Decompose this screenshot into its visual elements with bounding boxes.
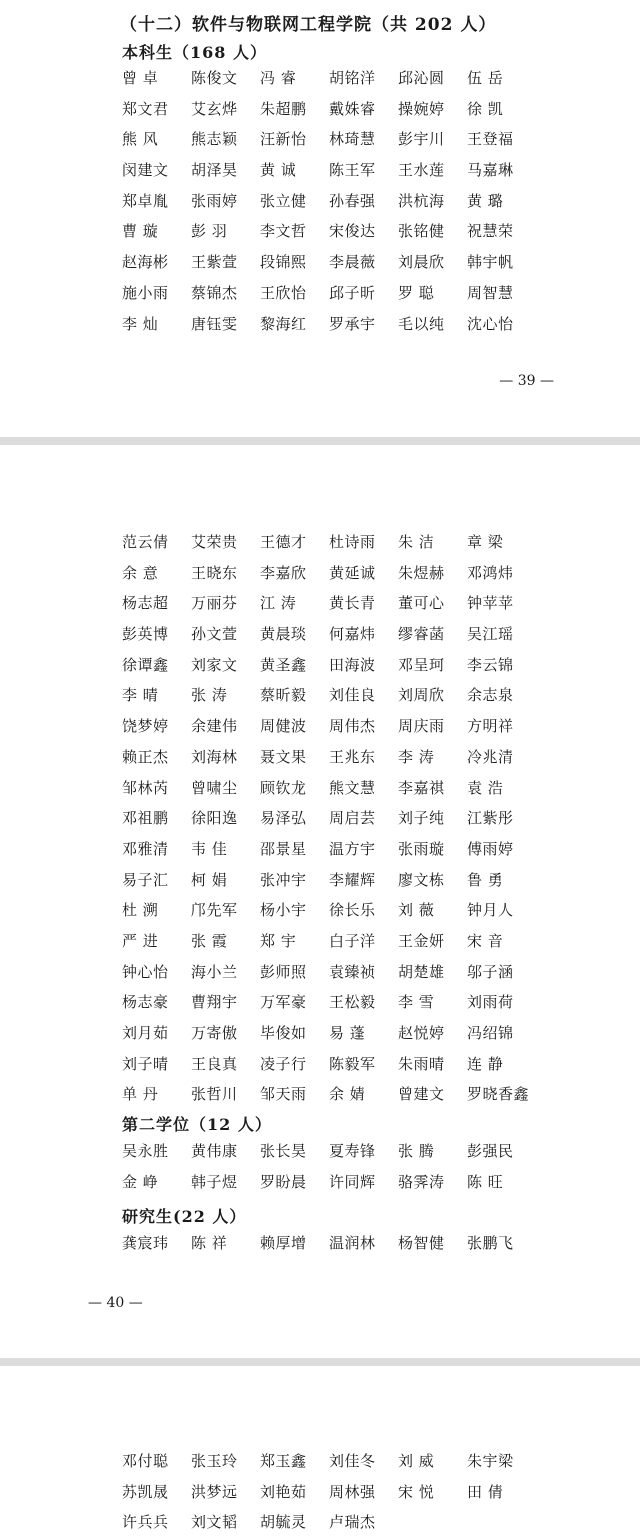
student-name: 邹林芮 [122,778,169,797]
student-name: 朱煜赫 [398,563,445,582]
student-name: 江紫彤 [467,809,514,828]
student-name: 黄 璐 [467,191,504,210]
student-name: 顾钦龙 [260,778,307,797]
page-divider [0,1358,640,1366]
student-name: 钟苹苹 [467,594,514,613]
student-name: 孙春强 [329,191,376,210]
student-name: 彭 羽 [191,222,228,241]
student-name: 冯 睿 [260,69,297,87]
student-name: 邓付聪 [122,1452,169,1470]
student-name: 段锦熙 [260,253,307,272]
student-name: 邓呈珂 [398,655,445,674]
student-name: 韩子煜 [191,1172,238,1191]
student-name: 冯绍锦 [467,1024,514,1042]
page-number-40: — 40 — [88,1295,143,1311]
student-name: 曾建文 [398,1085,445,1104]
student-name: 刘佳冬 [329,1452,376,1470]
student-name: 邱子昕 [329,283,376,302]
student-name: 张 霞 [191,931,228,950]
student-name: 胡铭洋 [329,69,376,87]
student-name: 杜 溯 [122,901,159,920]
student-name: 黄长青 [329,594,376,613]
student-name: 章 梁 [467,533,504,551]
student-name: 冷兆清 [467,747,514,766]
student-name: 李文哲 [260,222,307,241]
student-name: 王金妍 [398,931,445,950]
student-name: 赖厚增 [260,1234,307,1252]
student-name: 柯 娟 [191,870,228,889]
student-name: 张鹏飞 [467,1234,514,1252]
student-name: 黄伟康 [191,1142,238,1160]
student-name: 彭师照 [260,962,307,981]
student-name: 周伟杰 [329,717,376,736]
student-name: 易泽弘 [260,809,307,828]
student-name: 唐钰雯 [191,314,238,333]
student-name: 王德才 [260,533,307,551]
student-name: 彭宇川 [398,130,445,149]
name-grid-second-degree [122,1136,536,1197]
student-name: 曹 璇 [122,222,159,241]
student-name: 金 峥 [122,1172,159,1191]
student-name: 单 丹 [122,1085,159,1104]
student-name: 黄晨琰 [260,625,307,644]
student-name: 钟心怡 [122,962,169,981]
name-grid-undergraduate-page40 [122,527,536,1110]
student-name: 马嘉琳 [467,161,514,180]
student-name: 李嘉祺 [398,778,445,797]
student-name: 王兆东 [329,747,376,766]
student-name: 余建伟 [191,717,238,736]
student-name: 陈王军 [329,161,376,180]
section-heading-graduate: 研究生(22 人） [122,1207,247,1226]
student-name: 张立健 [260,191,307,210]
student-name: 聂文果 [260,747,307,766]
student-name: 邓鸿炜 [467,563,514,582]
student-name: 毛以纯 [398,314,445,333]
student-name: 祝慧荣 [467,222,514,241]
student-name: 卢瑞杰 [329,1513,376,1532]
student-name: 徐长乐 [329,901,376,920]
student-name: 洪杭海 [398,191,445,210]
student-name: 邓雅清 [122,839,169,858]
student-name: 余 意 [122,563,159,582]
student-name: 白子洋 [329,931,376,950]
student-name: 袁臻祯 [329,962,376,981]
student-name: 陈 旺 [467,1172,504,1191]
student-name: 罗晓香鑫 [467,1085,530,1104]
college-title: （十二）软件与物联网工程学院（共 202 人） [120,15,497,35]
student-name: 洪梦远 [191,1482,238,1501]
student-name: 袁 浩 [467,778,504,797]
student-name: 孙文萱 [191,625,238,644]
student-name: 徐谭鑫 [122,655,169,674]
student-name: 伍 岳 [467,69,504,87]
student-name: 李云锦 [467,655,514,674]
student-name: 周启芸 [329,809,376,828]
student-name: 王登福 [467,130,514,149]
student-name: 罗承宇 [329,314,376,333]
student-name: 杨智健 [398,1234,445,1252]
student-name: 江 涛 [260,594,297,613]
student-name: 张雨璇 [398,839,445,858]
student-name: 李 涛 [398,747,435,766]
student-name: 朱雨晴 [398,1054,445,1073]
student-name: 毕俊如 [260,1024,307,1042]
student-name: 杜诗雨 [329,533,376,551]
student-name: 易 蓬 [329,1024,366,1042]
student-name: 邵景星 [260,839,307,858]
student-name: 朱 洁 [398,533,435,551]
student-name: 赖正杰 [122,747,169,766]
student-name: 连 静 [467,1054,504,1073]
student-name: 刘子纯 [398,809,445,828]
student-name: 艾玄烨 [191,99,238,118]
student-name: 徐阳逸 [191,809,238,828]
student-name: 赵悦婷 [398,1024,445,1042]
student-name: 许兵兵 [122,1513,169,1532]
student-name: 杨志超 [122,594,169,613]
student-name: 宋 音 [467,931,504,950]
student-name: 刘文韬 [191,1513,238,1532]
student-name: 万丽芬 [191,594,238,613]
name-grid-graduate-page41 [122,1446,536,1538]
student-name: 黄 诚 [260,161,297,180]
student-name: 刘艳茹 [260,1482,307,1501]
student-name: 闵建文 [122,161,169,180]
student-name: 张冲宇 [260,870,307,889]
name-grid-undergraduate-page39 [122,63,536,339]
student-name: 韦 佳 [191,839,228,858]
student-name: 刘雨荷 [467,993,514,1012]
student-name: 赵海彬 [122,253,169,272]
student-name: 范云倩 [122,533,169,551]
student-name: 刘家文 [191,655,238,674]
student-name: 周健波 [260,717,307,736]
student-name: 宋 悦 [398,1482,435,1501]
student-name: 郑玉鑫 [260,1452,307,1470]
student-name: 张铭健 [398,222,445,241]
student-name: 邹天雨 [260,1085,307,1104]
student-name: 操婉婷 [398,99,445,118]
student-name: 陈俊文 [191,69,238,87]
student-name: 刘 薇 [398,901,435,920]
student-name: 万寄傲 [191,1024,238,1042]
student-name: 刘晨欣 [398,253,445,272]
student-name: 饶梦婷 [122,717,169,736]
student-name: 温方宇 [329,839,376,858]
student-name: 万军豪 [260,993,307,1012]
student-name: 蔡昕毅 [260,686,307,705]
student-name: 鲁 勇 [467,870,504,889]
student-name: 李 灿 [122,314,159,333]
student-name: 周智慧 [467,283,514,302]
student-name: 吴永胜 [122,1142,169,1160]
page-number-39: — 39 — [499,373,554,389]
student-name: 曹翔宇 [191,993,238,1012]
student-name: 廖文栋 [398,870,445,889]
student-name: 王松毅 [329,993,376,1012]
student-name: 沈心怡 [467,314,514,333]
student-name: 黄延诚 [329,563,376,582]
student-name: 钟月人 [467,901,514,920]
student-name: 王晓东 [191,563,238,582]
name-grid-graduate-page40 [122,1228,536,1259]
section-heading-undergraduate: 本科生（168 人） [122,43,267,62]
student-name: 夏寿锋 [329,1142,376,1160]
student-name: 胡楚雄 [398,962,445,981]
student-name: 陈毅军 [329,1054,376,1073]
student-name: 艾荣贵 [191,533,238,551]
student-name: 戴姝睿 [329,99,376,118]
student-name: 李嘉欣 [260,563,307,582]
student-name: 周林强 [329,1482,376,1501]
student-name: 陈 祥 [191,1234,228,1252]
student-name: 李 晴 [122,686,159,705]
student-name: 易子汇 [122,870,169,889]
page-divider [0,437,640,445]
student-name: 熊志颖 [191,130,238,149]
student-name: 何嘉炜 [329,625,376,644]
student-name: 蔡锦杰 [191,283,238,302]
student-name: 刘 威 [398,1452,435,1470]
student-name: 王良真 [191,1054,238,1073]
student-name: 骆霁涛 [398,1172,445,1191]
student-name: 邱沁圆 [398,69,445,87]
student-name: 余 婧 [329,1085,366,1104]
student-name: 张长昊 [260,1142,307,1160]
student-name: 胡泽昊 [191,161,238,180]
student-name: 刘海林 [191,747,238,766]
student-name: 刘子晴 [122,1054,169,1073]
student-name: 张玉玲 [191,1452,238,1470]
student-name: 刘佳良 [329,686,376,705]
student-name: 郑文君 [122,99,169,118]
student-name: 郑 宇 [260,931,297,950]
student-name: 徐 凯 [467,99,504,118]
student-name: 朱超鹏 [260,99,307,118]
student-name: 邓祖鹏 [122,809,169,828]
student-name: 田 倩 [467,1482,504,1501]
student-name: 熊 风 [122,130,159,149]
student-name: 余志泉 [467,686,514,705]
student-name: 宋俊达 [329,222,376,241]
student-name: 许同辉 [329,1172,376,1191]
student-name: 黎海红 [260,314,307,333]
student-name: 施小雨 [122,283,169,302]
student-name: 刘周欣 [398,686,445,705]
student-name: 张 腾 [398,1142,435,1160]
student-name: 熊文慧 [329,778,376,797]
student-name: 罗盼晨 [260,1172,307,1191]
student-name: 胡毓灵 [260,1513,307,1532]
student-name: 刘月茹 [122,1024,169,1042]
student-name: 缪睿菡 [398,625,445,644]
student-name: 罗 聪 [398,283,435,302]
student-name: 李晨薇 [329,253,376,272]
student-name: 吴江瑶 [467,625,514,644]
student-name: 汪新怡 [260,130,307,149]
student-name: 张 涛 [191,686,228,705]
student-name: 龚宸玮 [122,1234,169,1252]
student-name: 林琦慧 [329,130,376,149]
student-name: 苏凯晟 [122,1482,169,1501]
student-name: 曾啸尘 [191,778,238,797]
student-name: 邬子涵 [467,962,514,981]
student-name: 杨志豪 [122,993,169,1012]
student-name: 王紫萱 [191,253,238,272]
student-name: 朱宇梁 [467,1452,514,1470]
student-name: 董可心 [398,594,445,613]
section-heading-second-degree: 第二学位（12 人） [122,1115,272,1134]
student-name: 邝先军 [191,901,238,920]
student-name: 杨小宇 [260,901,307,920]
student-name: 凌子行 [260,1054,307,1073]
student-name: 李耀辉 [329,870,376,889]
student-name: 张雨婷 [191,191,238,210]
student-name: 田海波 [329,655,376,674]
student-name: 严 进 [122,931,159,950]
student-name: 李 雪 [398,993,435,1012]
student-name: 黄圣鑫 [260,655,307,674]
student-name: 周庆雨 [398,717,445,736]
student-name: 王水莲 [398,161,445,180]
student-name: 彭强民 [467,1142,514,1160]
student-name: 张哲川 [191,1085,238,1104]
student-name: 傅雨婷 [467,839,514,858]
student-name: 王欣怡 [260,283,307,302]
student-name: 方明祥 [467,717,514,736]
student-name: 韩宇帆 [467,253,514,272]
student-name: 曾 卓 [122,69,159,87]
student-name: 温润林 [329,1234,376,1252]
student-name: 郑卓胤 [122,191,169,210]
student-name: 海小兰 [191,962,238,981]
student-name: 彭英博 [122,625,169,644]
